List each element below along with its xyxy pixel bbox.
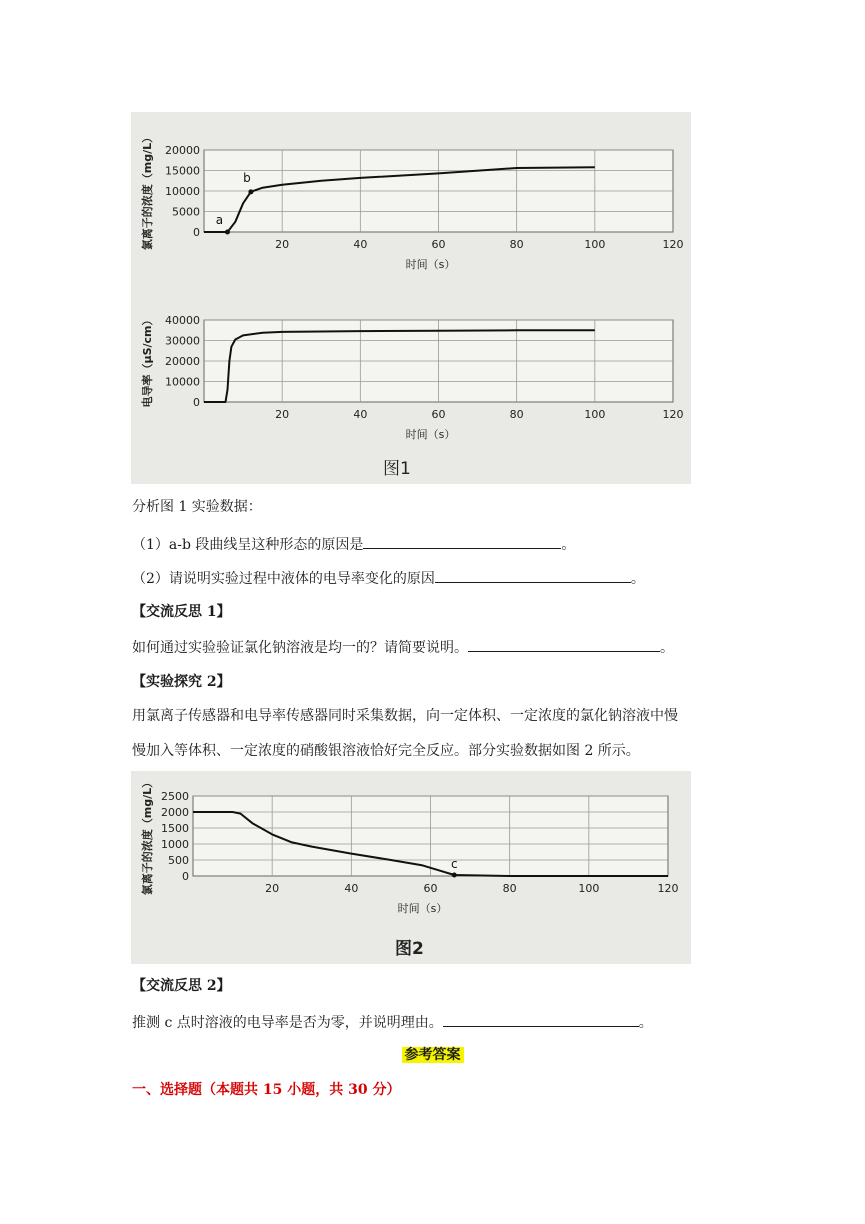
reflect2-title: 【交流反思 2】 <box>132 978 231 994</box>
figure1-photo <box>131 112 691 484</box>
fig1b-xtick-label: 100 <box>584 408 606 421</box>
figure2-svg <box>131 771 691 964</box>
fig2-x-axis-title: 时间（s） <box>397 902 448 915</box>
answer-heading: 参考答案 <box>402 1047 464 1063</box>
fig1a-xtick-label: 20 <box>275 238 290 251</box>
fig1b-chart <box>140 314 684 441</box>
fig2-xtick-label: 120 <box>657 882 679 895</box>
fig1b-ytick-label: 0 <box>193 396 200 409</box>
fig2-xtick-label: 20 <box>265 882 280 895</box>
explore2-line1: 用氯离子传感器和电导率传感器同时采集数据，向一定体积、一定浓度的氯化钠溶液中慢 <box>132 708 678 724</box>
fig1a-ytick-label: 15000 <box>165 164 200 178</box>
fig1a-point-a <box>225 230 230 235</box>
fig1a-x-axis-title: 时间（s） <box>405 258 456 271</box>
fig1a-xtick-label: 40 <box>353 238 368 251</box>
fig1b-ytick-label: 30000 <box>165 334 200 348</box>
reflect2-question: 推测 c 点时溶液的电导率是否为零，并说明理由。 。 <box>132 1012 653 1033</box>
fig2-xtick-label: 100 <box>578 882 600 895</box>
fig1b-y-axis-title: 电导率（μS/cm） <box>141 314 154 408</box>
fig1a-xtick-label: 60 <box>431 238 446 251</box>
answer-blank-3[interactable] <box>468 637 660 652</box>
fig1a-ytick-label: 20000 <box>165 144 200 157</box>
fig1b-xtick-label: 20 <box>275 408 290 421</box>
fig2-xtick-label: 60 <box>423 882 438 895</box>
fig1a-xtick-label: 80 <box>509 238 524 251</box>
figure2-photo <box>131 771 691 964</box>
fig1a-xtick-label: 120 <box>662 238 684 251</box>
question-1: （1）a-b 段曲线呈这种形态的原因是 。 <box>132 534 575 555</box>
fig1b-xtick-label: 80 <box>509 408 524 421</box>
fig2-point-c <box>452 873 457 878</box>
explore2-line2: 慢加入等体积、一定浓度的硝酸银溶液恰好完全反应。部分实验数据如图 2 所示。 <box>132 743 640 759</box>
answer-section-1: 一、选择题（本题共 15 小题，共 30 分） <box>132 1082 401 1098</box>
fig1b-x-axis-title: 时间（s） <box>405 428 456 441</box>
answer-blank-2[interactable] <box>435 568 631 583</box>
question-2: （2）请说明实验过程中液体的电导率变化的原因 。 <box>132 568 645 589</box>
reflect1-question: 如何通过实验验证氯化钠溶液是均一的？请简要说明。 。 <box>132 637 674 658</box>
fig2-chart <box>140 777 679 915</box>
fig1b-ytick-label: 20000 <box>165 355 200 368</box>
fig1a-ytick-label: 5000 <box>172 205 200 219</box>
fig1a-point-b <box>248 189 253 194</box>
fig2-ytick-label: 2000 <box>161 806 189 819</box>
fig2-y-axis-title: 氯离子的浓度（mg/L） <box>141 776 154 896</box>
fig1a-chart <box>140 132 684 271</box>
analysis-intro: 分析图 1 实验数据： <box>132 499 262 515</box>
reflect1-title: 【交流反思 1】 <box>132 604 231 620</box>
fig2-ytick-label: 0 <box>182 870 189 883</box>
answer-heading-row <box>0 1045 865 1065</box>
fig2-ytick-label: 500 <box>168 854 189 867</box>
fig2-xtick-label: 80 <box>502 882 517 895</box>
answer-blank-4[interactable] <box>443 1012 639 1027</box>
fig1b-ytick-label: 40000 <box>165 314 200 327</box>
fig2-xtick-label: 40 <box>344 882 359 895</box>
figure1-svg <box>131 112 691 484</box>
fig2-ytick-label: 1500 <box>161 822 189 835</box>
fig2-ytick-label: 2500 <box>161 790 189 803</box>
fig1b-xtick-label: 60 <box>431 408 446 421</box>
fig2-ytick-label: 1000 <box>161 838 189 851</box>
fig1a-y-axis-title: 氯离子的浓度（mg/L） <box>141 131 154 251</box>
figure1-caption: 图1 <box>383 459 411 479</box>
fig1b-xtick-label: 40 <box>353 408 368 421</box>
fig1a-point-label: b <box>243 170 251 185</box>
answer-blank-1[interactable] <box>363 534 561 549</box>
fig1a-point-label: a <box>215 213 224 227</box>
explore2-title: 【实验探究 2】 <box>132 674 231 690</box>
fig1a-ytick-label: 10000 <box>165 185 200 198</box>
figure2-caption: 图2 <box>395 939 424 959</box>
fig1a-xtick-label: 100 <box>584 238 606 251</box>
fig2-point-label: c <box>450 857 458 872</box>
fig1a-ytick-label: 0 <box>193 226 200 239</box>
fig1b-ytick-label: 10000 <box>165 375 200 389</box>
fig1b-xtick-label: 120 <box>662 408 684 421</box>
